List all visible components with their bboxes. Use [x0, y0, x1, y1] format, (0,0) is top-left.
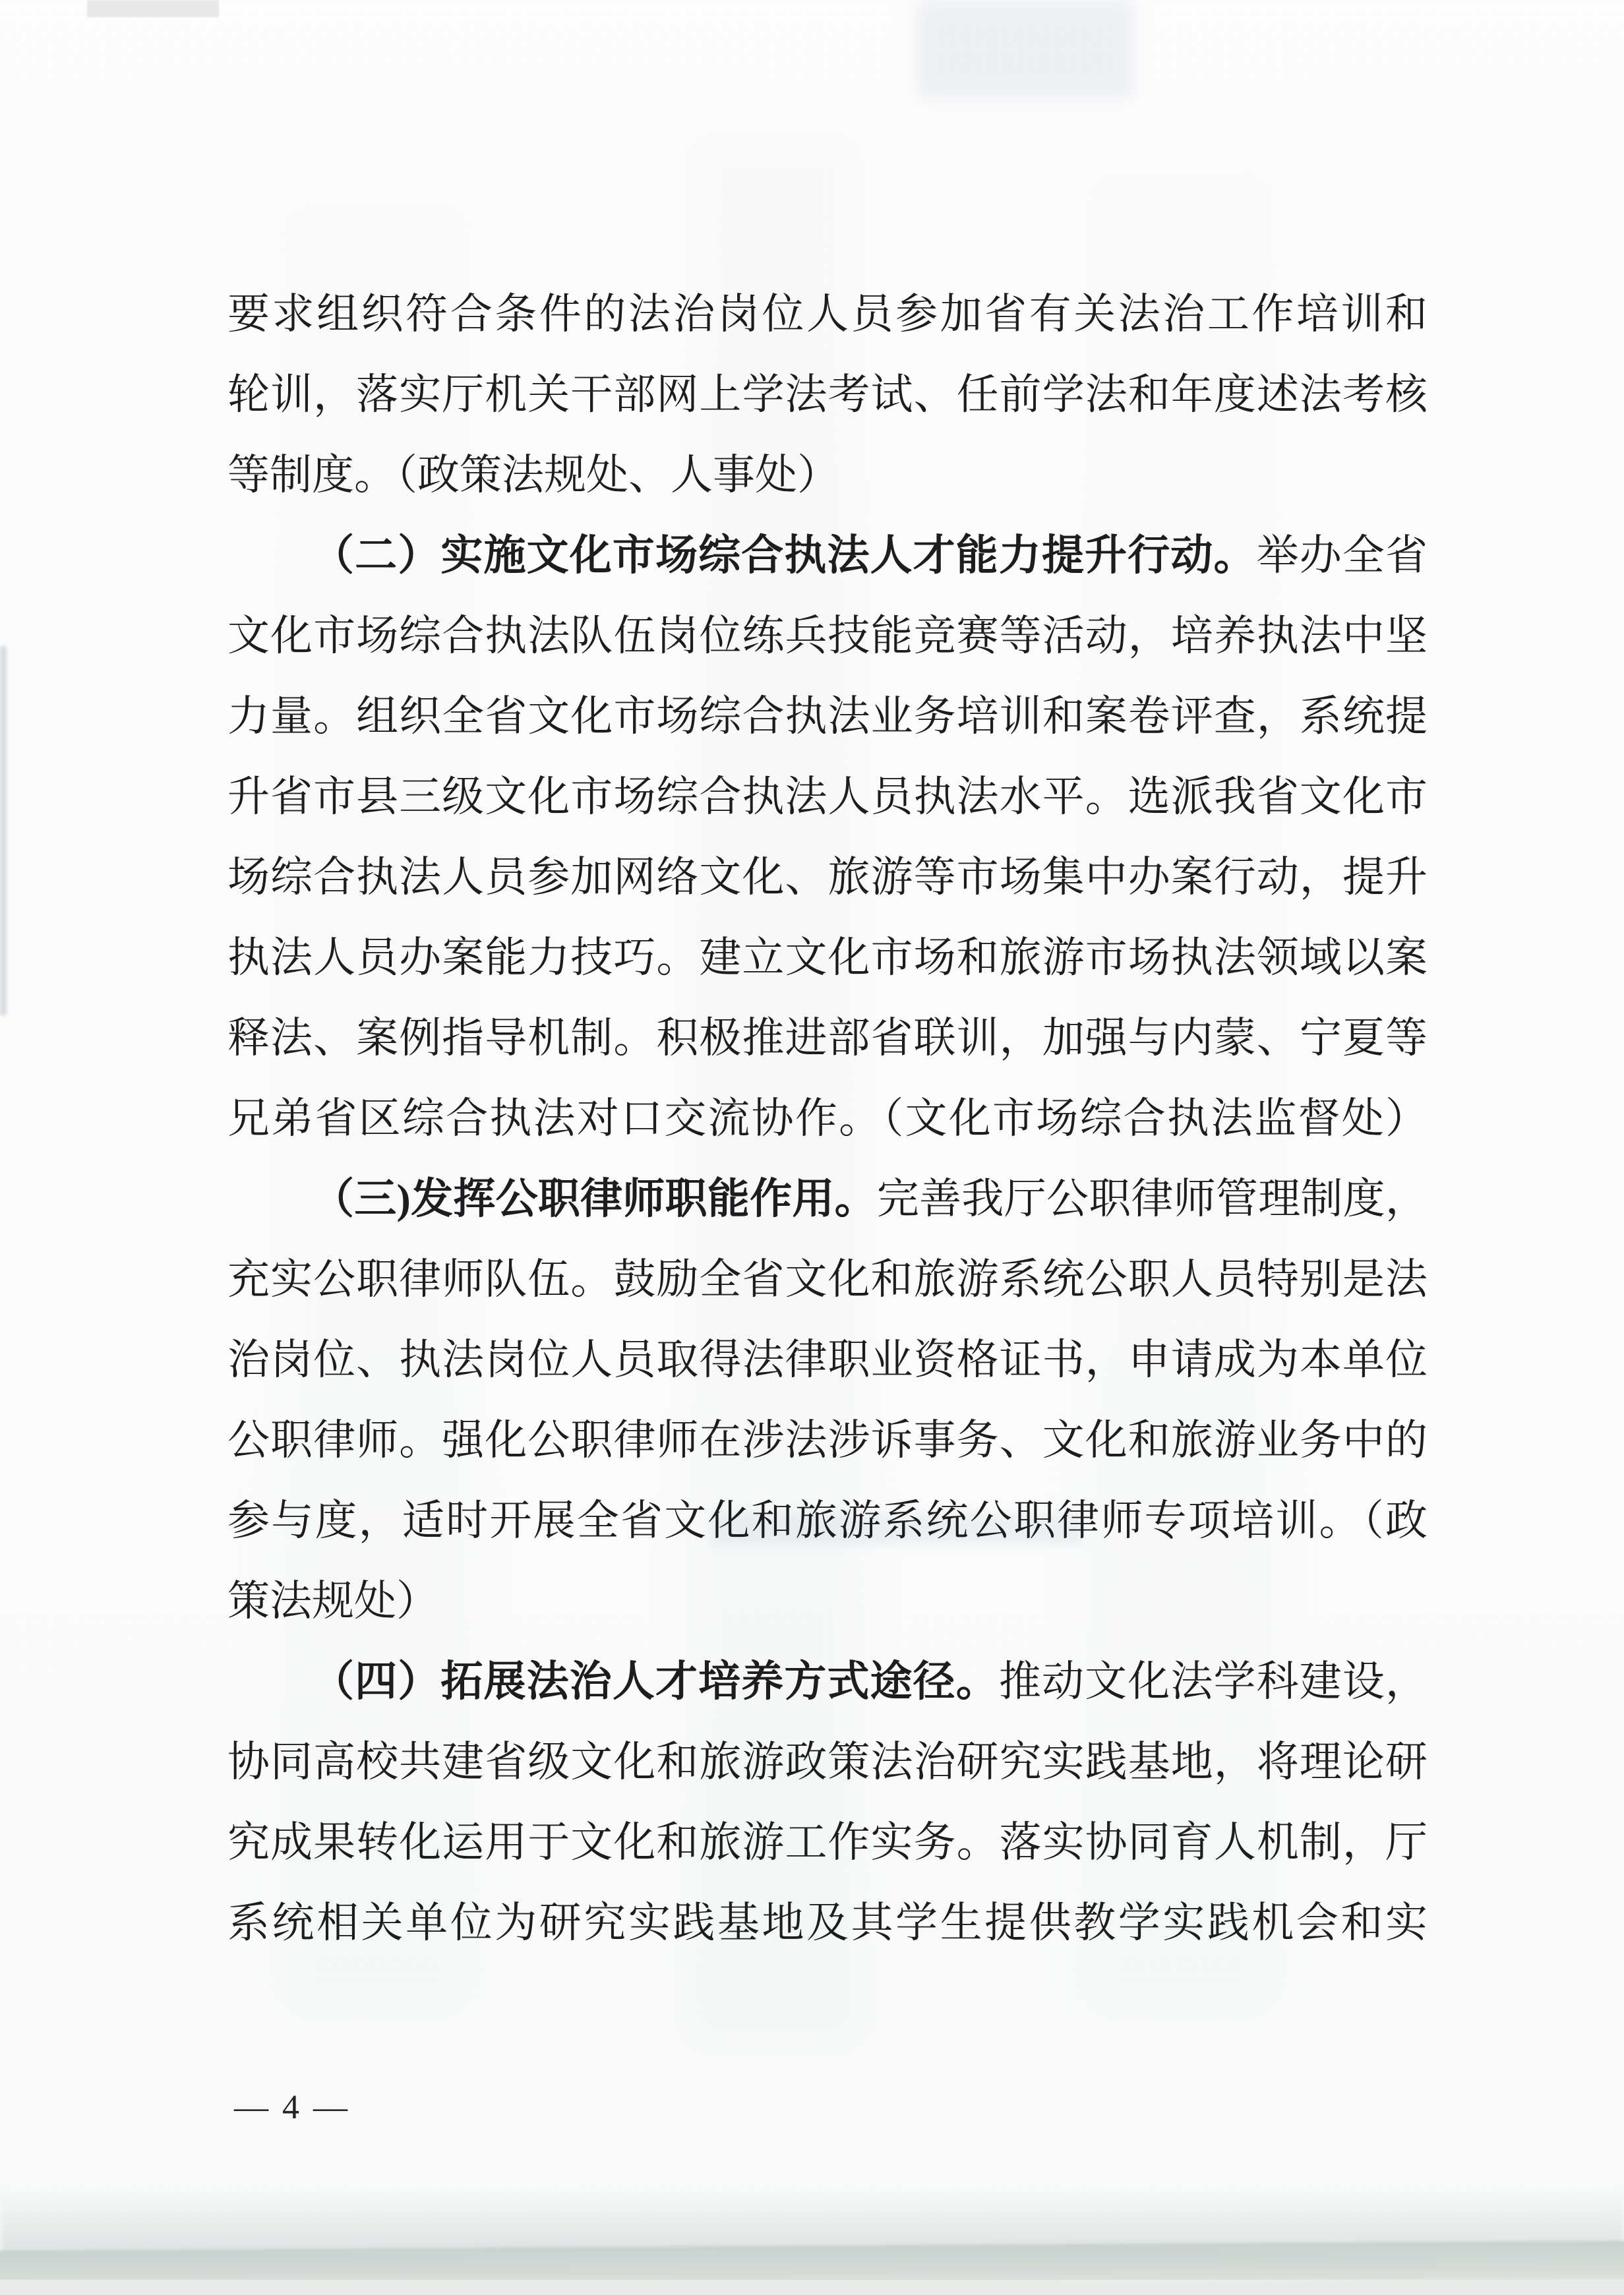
body-text: 场综合执法人员参加网络文化、旅游等市场集中办案行动，提升: [227, 854, 1428, 901]
text-line-4: [227, 516, 1428, 596]
body-text: 治岗位、执法岗位人员取得法律职业资格证书，申请成为本单位: [227, 1336, 1428, 1383]
body-text: 文化市场综合执法队伍岗位练兵技能竞赛等活动，培养执法中坚: [227, 612, 1428, 659]
text-line-17: [227, 1561, 1428, 1642]
text-line-13: [227, 1239, 1428, 1320]
body-text: 兄弟省区综合执法对口交流协作。（文化市场综合执法监督处）: [227, 1095, 1428, 1142]
body-text: 执法人员办案能力技巧。建立文化市场和旅游市场执法领域以案: [227, 934, 1428, 981]
body-text: 究成果转化运用于文化和旅游工作实务。落实协同育人机制，厅: [227, 1819, 1428, 1866]
text-line-15: [227, 1400, 1428, 1481]
text-line-10: [227, 998, 1428, 1079]
page-bottom-shadow: [0, 2188, 1624, 2255]
body-text: 策法规处）: [227, 1578, 438, 1624]
text-line-21: [227, 1883, 1428, 1963]
lead-in-text: （三)发挥公职律师职能作用。: [312, 1176, 877, 1222]
page-bottom-strip: [0, 2280, 1624, 2295]
body-text: 升省市县三级文化市场综合执法人员执法水平。选派我省文化市: [227, 773, 1428, 820]
text-line-18: [227, 1642, 1428, 1722]
page-number: — 4 —: [234, 2089, 350, 2126]
body-text: 系统相关单位为研究实践基地及其学生提供教学实践机会和实: [227, 1899, 1428, 1946]
body-text: 协同高校共建省级文化和旅游政策法治研究实践基地，将理论研: [227, 1739, 1428, 1785]
body-text: 参与度，适时开展全省文化和旅游系统公职律师专项培训。（政: [227, 1497, 1428, 1544]
text-line-2: [227, 355, 1428, 435]
text-line-3: [227, 435, 1428, 516]
text-line-8: [227, 837, 1428, 918]
body-text: 完善我厅公职律师管理制度，: [876, 1176, 1428, 1222]
body-text: 举办全省: [1256, 532, 1428, 579]
scan-artifact-top-left: [87, 0, 219, 17]
text-line-16: [227, 1481, 1428, 1561]
text-line-5: [227, 596, 1428, 676]
page-bottom-edge-band: [0, 2240, 1624, 2290]
text-line-1: [227, 274, 1428, 355]
scan-artifact-top-haze: [917, 0, 1134, 99]
body-text: 力量。组织全省文化市场综合执法业务培训和案卷评查，系统提: [227, 693, 1428, 740]
text-line-12: [227, 1159, 1428, 1239]
text-line-20: [227, 1803, 1428, 1883]
text-line-19: [227, 1722, 1428, 1803]
lead-in-text: （二）实施文化市场综合执法人才能力提升行动。: [312, 532, 1257, 579]
text-line-11: [227, 1079, 1428, 1159]
scan-artifact-left-edge: [0, 646, 7, 1015]
text-line-9: [227, 918, 1428, 998]
text-line-6: [227, 676, 1428, 757]
body-text: 释法、案例指导机制。积极推进部省联训，加强与内蒙、宁夏等: [227, 1015, 1428, 1061]
body-text: 轮训，落实厅机关干部网上学法考试、任前学法和年度述法考核: [227, 371, 1428, 418]
lead-in-text: （四）拓展法治人才培养方式途径。: [312, 1658, 999, 1705]
text-line-14: [227, 1320, 1428, 1400]
body-text: 公职律师。强化公职律师在涉法涉诉事务、文化和旅游业务中的: [227, 1417, 1428, 1464]
document-body: [227, 274, 1428, 1963]
text-line-7: [227, 757, 1428, 837]
body-text: 要求组织符合条件的法治岗位人员参加省有关法治工作培训和: [227, 291, 1428, 338]
body-text: 充实公职律师队伍。鼓励全省文化和旅游系统公职人员特别是法: [227, 1256, 1428, 1303]
body-text: 等制度。（政策法规处、人事处）: [227, 452, 839, 498]
body-text: 推动文化法学科建设，: [998, 1658, 1428, 1705]
